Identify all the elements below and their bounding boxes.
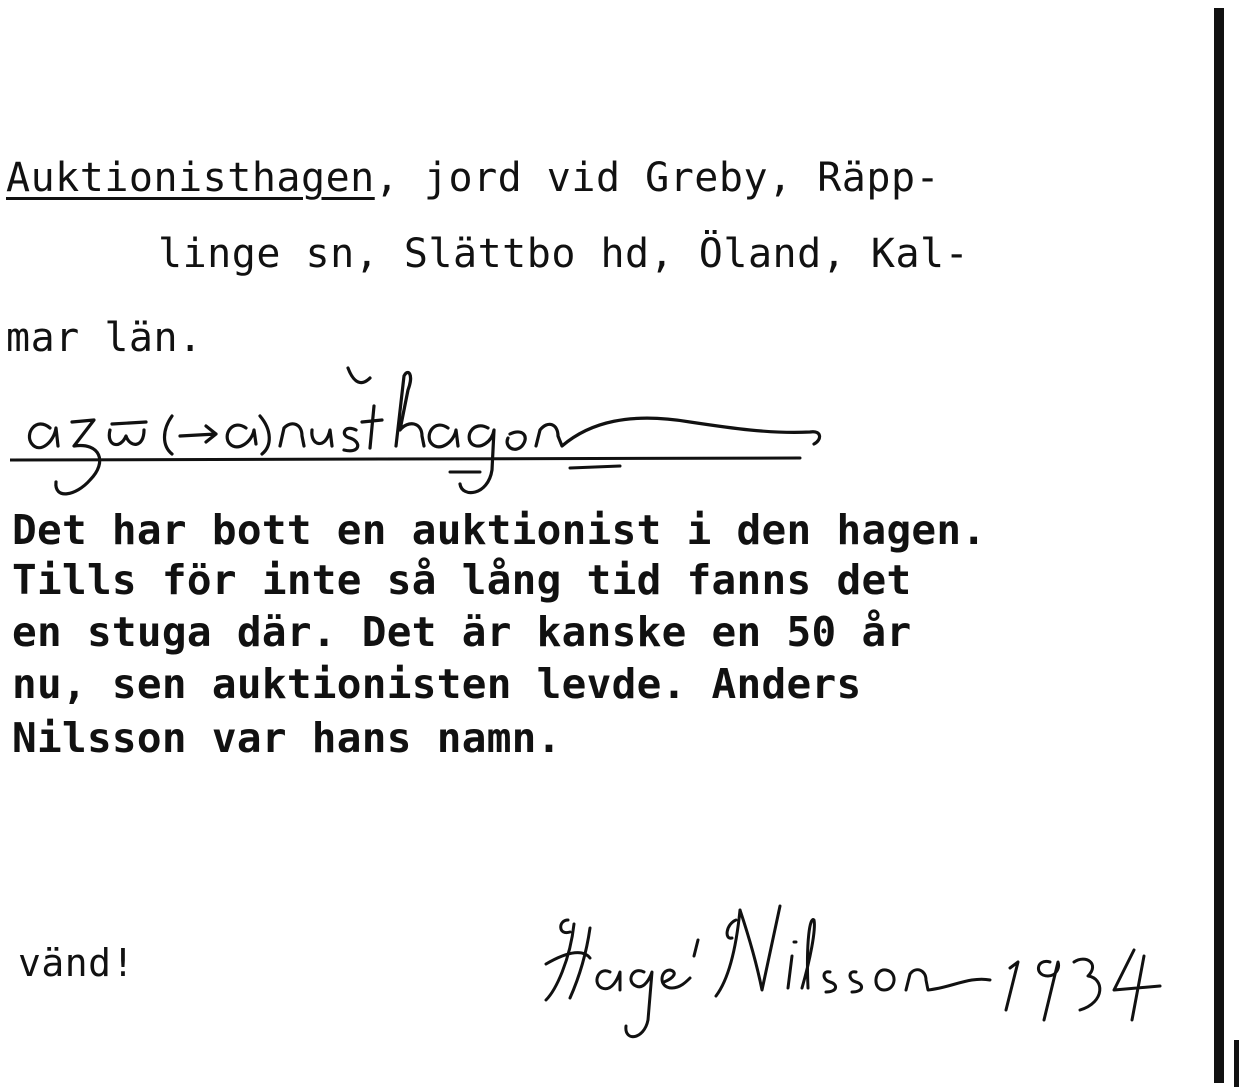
signature-year [0, 0, 1, 1]
body-line-5: Nilsson var hans namn. [12, 714, 562, 762]
header-line-3: mar län. [6, 315, 203, 361]
header-line-1 [6, 155, 941, 201]
headword: Auktionisthagen [6, 155, 375, 201]
signature-name [0, 0, 1, 1]
body-line-1: Det har bott en auktionist i den hagen. [12, 506, 987, 554]
phonetic-transcription [10, 350, 830, 510]
body-line-2: Tills för inte så lång tid fanns det [12, 556, 912, 604]
body-line-4: nu, sen auktionisten levde. Anders [12, 660, 862, 708]
card-right-edge [1214, 8, 1224, 1083]
body-line-3: en stuga där. Det är kanske en 50 år [12, 608, 912, 656]
turn-note: vänd! [18, 941, 135, 985]
card-edge-shadow [1234, 1040, 1239, 1087]
header-line-2: linge sn, Slättbo hd, Öland, Kal- [158, 231, 970, 277]
signature [540, 880, 1180, 1080]
header-line-1-rest: , jord vid Greby, Räpp- [374, 155, 941, 201]
